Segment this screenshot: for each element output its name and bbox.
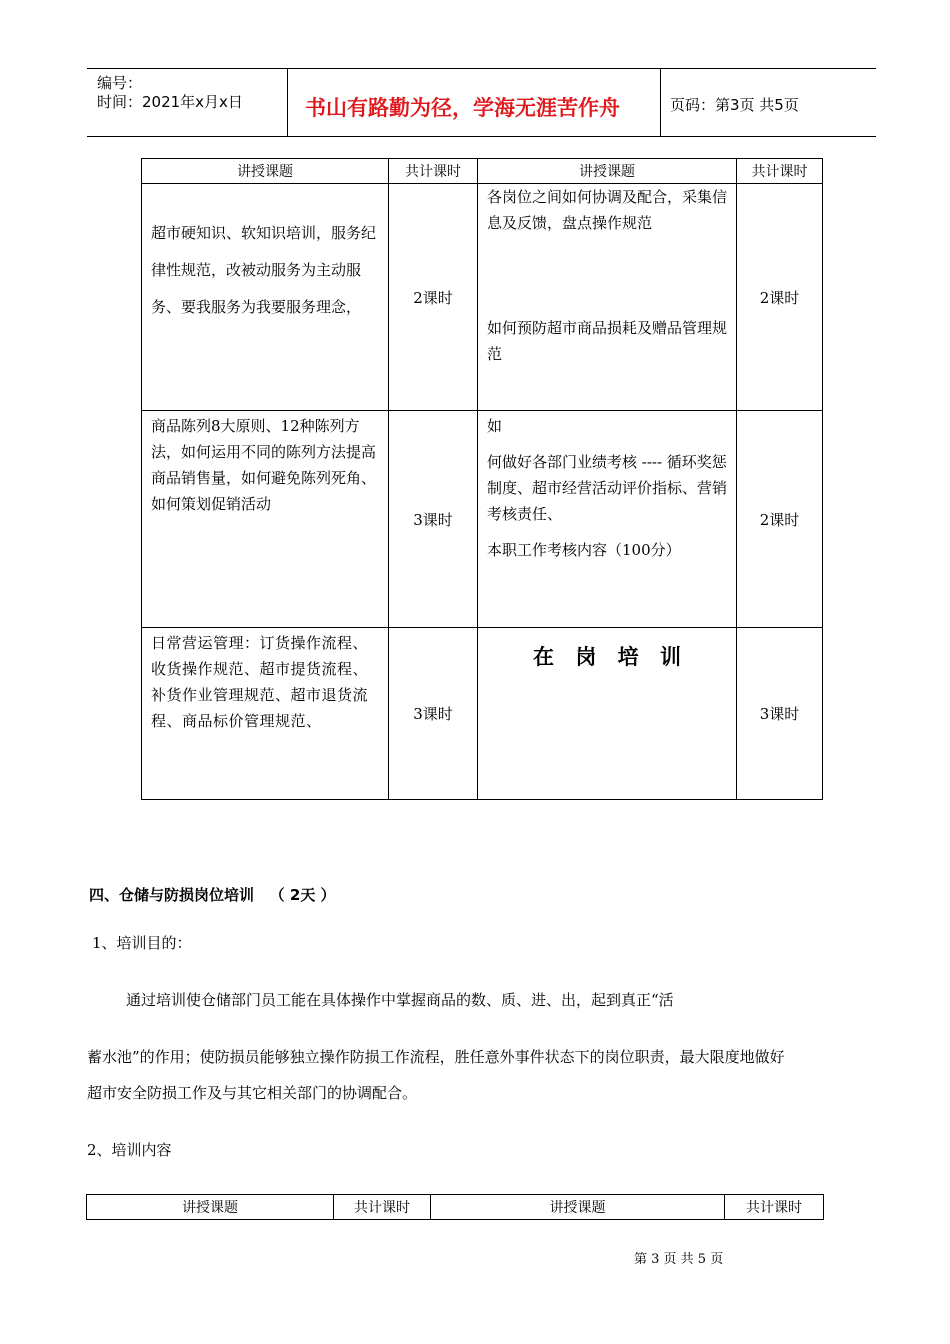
hours-cell: 2课时 (737, 411, 823, 628)
topic-text: 日常营运管理：订货操作流程、收货操作规范、超市提货流程、补货作业管理规范、超市退货流程、商品标价管理规范、 (151, 634, 369, 730)
col-header-topic: 讲授课题 (142, 159, 389, 184)
table-header-row (87, 1195, 824, 1220)
table-row (142, 411, 823, 628)
topic-cell (142, 628, 389, 800)
purpose-paragraph: 超市安全防损工作及与其它相关部门的协调配合。 (87, 1084, 418, 1102)
page-footer: 第 3 页 共 5 页 (634, 1252, 724, 1267)
purpose-paragraph: 蓄水池”的作用；使防损员能够独立操作防损工作流程，胜任意外事件状态下的岗位职责，最大限度地做好 (87, 1048, 785, 1066)
col-header-topic: 讲授课题 (431, 1195, 725, 1220)
table-header-row (142, 159, 823, 184)
topic-text: 何做好各部门业绩考核 ---- 循环奖惩制度、超市经营活动评价指标、营销考核责任、 (487, 453, 728, 523)
header-divider-right (660, 68, 661, 136)
topic-text: 超市硬知识、软知识培训，服务纪律性规范，改被动服务为主动服务、要我服务为我要服务理念， (151, 224, 377, 316)
col-header-topic: 讲授课题 (87, 1195, 334, 1220)
table-row (142, 628, 823, 800)
topic-cell (478, 184, 737, 411)
col-header-hours: 共计课时 (737, 159, 823, 184)
header-divider-left (287, 68, 288, 136)
col-header-hours: 共计课时 (725, 1195, 824, 1220)
topic-text: 商品陈列8大原则、12种陈列方法，如何运用不同的陈列方法提高商品销售量，如何避免陈列死角、如何策划促销活动 (151, 417, 377, 513)
topic-cell (478, 411, 737, 628)
course-table-2 (86, 1194, 824, 1220)
col-header-hours: 共计课时 (389, 159, 478, 184)
topic-cell (142, 411, 389, 628)
col-header-topic: 讲授课题 (478, 159, 737, 184)
onsite-training-label: 在 岗 培 训 (533, 645, 681, 669)
header-page-label: 页码：第3页 共5页 (670, 96, 799, 114)
content-label: 2、培训内容 (87, 1141, 172, 1159)
course-table (141, 158, 823, 800)
header-top-rule (87, 68, 876, 69)
header-motto: 书山有路勤为径，学海无涯苦作舟 (305, 96, 620, 120)
header-bottom-rule (87, 136, 876, 137)
header-time-label: 时间：2021年x月x日 (97, 93, 243, 111)
topic-cell (142, 184, 389, 411)
topic-text: 本职工作考核内容（100分） (487, 541, 681, 559)
header-number-label: 编号： (97, 74, 143, 92)
topic-text: 各岗位之间如何协调及配合，采集信息及反馈，盘点操作规范 (487, 188, 728, 232)
hours-cell: 2课时 (389, 184, 478, 411)
hours-cell: 3课时 (389, 411, 478, 628)
hours-cell: 2课时 (737, 184, 823, 411)
hours-cell: 3课时 (389, 628, 478, 800)
section-title: 四、仓储与防损岗位培训 （ 2天 ） (89, 886, 336, 904)
topic-text: 如何预防超市商品损耗及赠品管理规范 (487, 319, 728, 363)
hours-cell: 3课时 (737, 628, 823, 800)
purpose-label: 1、培训目的： (92, 934, 192, 952)
purpose-paragraph: 通过培训使仓储部门员工能在具体操作中掌握商品的数、质、进、出，起到真正“活 (126, 991, 674, 1009)
table-row (142, 184, 823, 411)
topic-cell (478, 628, 737, 800)
topic-text: 如 (487, 417, 503, 435)
col-header-hours: 共计课时 (334, 1195, 431, 1220)
